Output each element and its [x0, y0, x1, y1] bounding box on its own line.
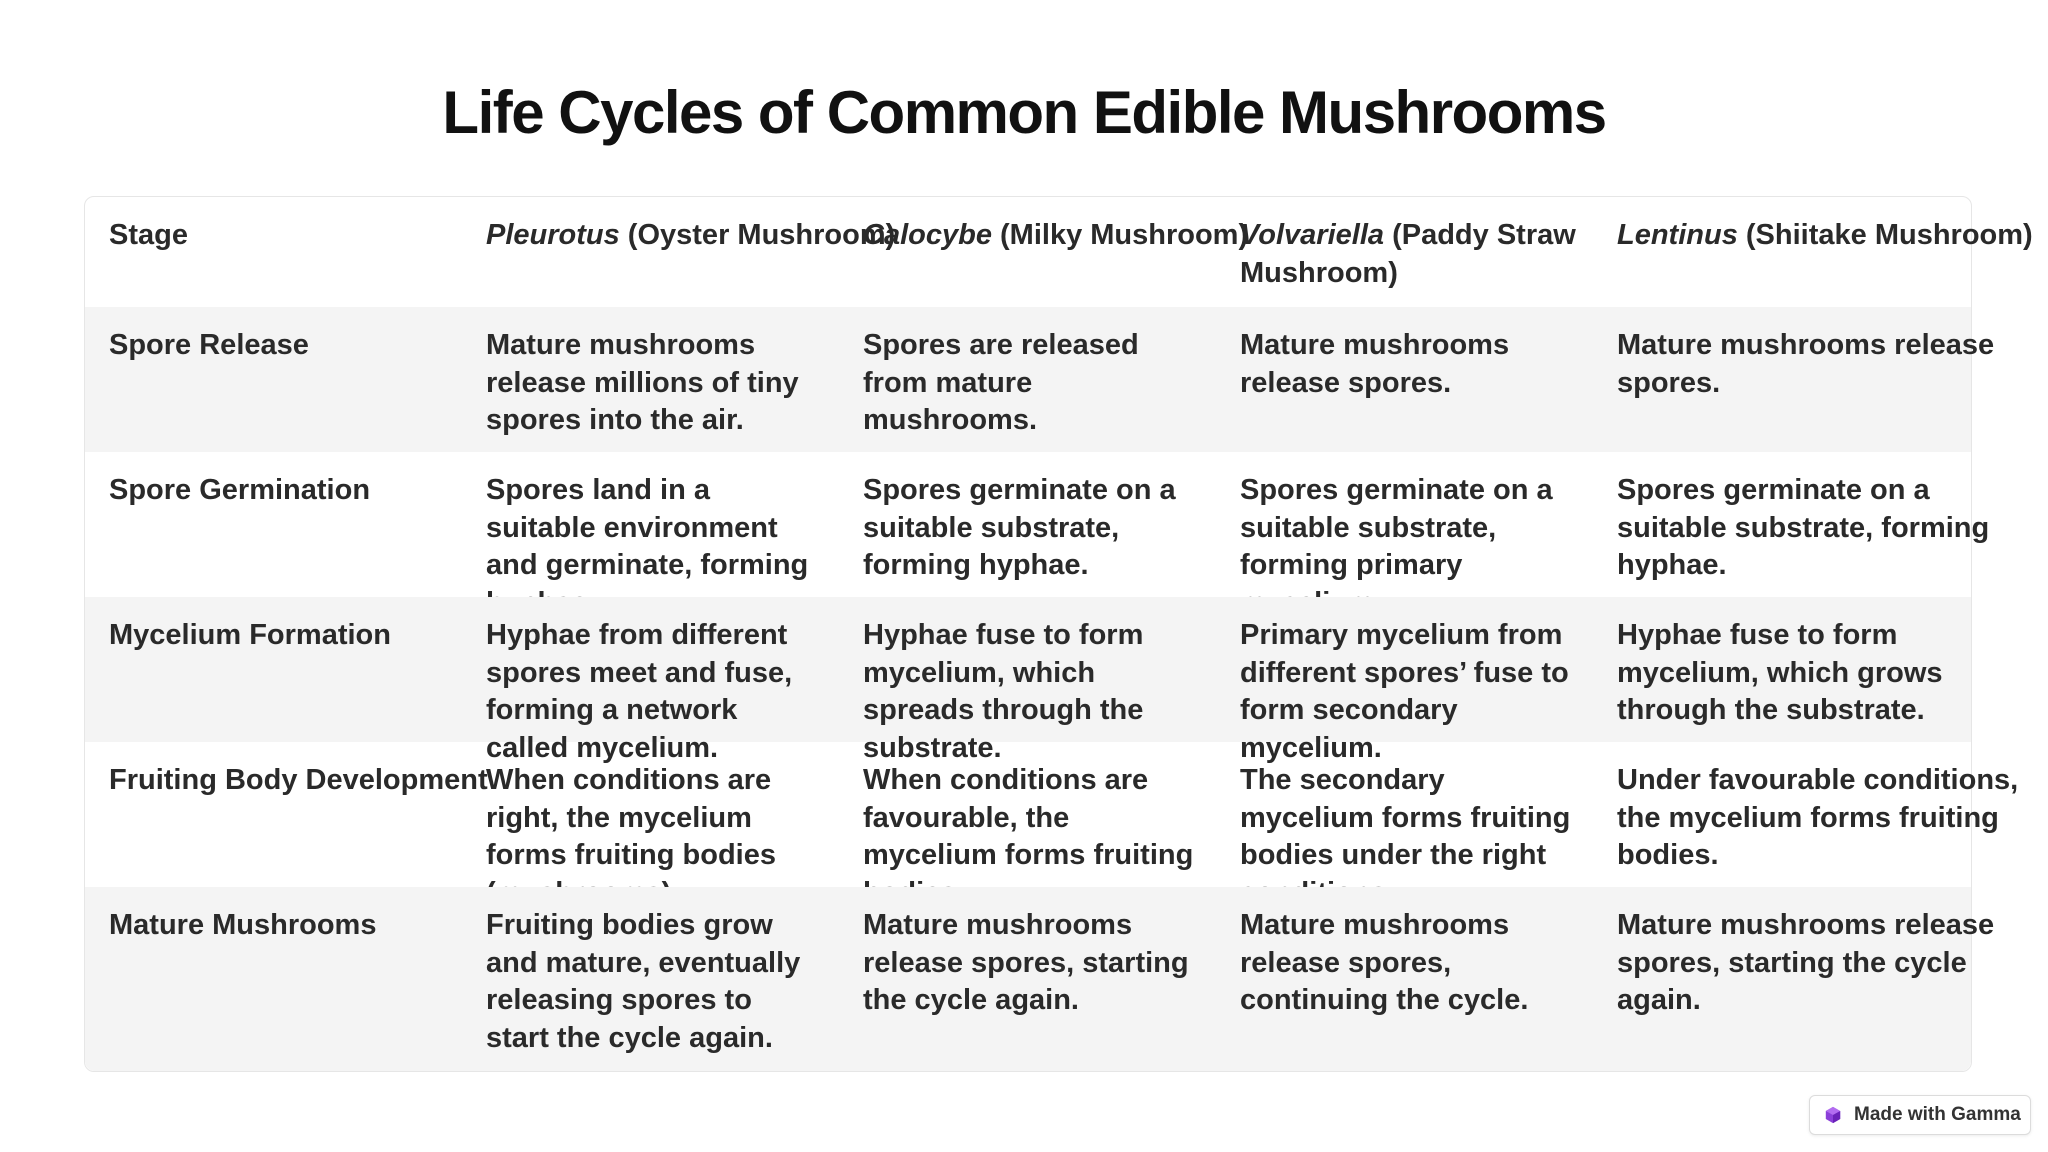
calocybe-cell: Hyphae fuse to form mycelium, which spreads through the substrate. — [863, 619, 1144, 764]
volvariella-cell: Primary mycelium from different spores’ fuse to form secondary mycelium. — [1240, 619, 1569, 764]
pleurotus-cell: Mature mushrooms release millions of tiny spores into the air. — [486, 329, 799, 436]
calocybe-cell: Spores are released from mature mushrooms. — [863, 329, 1139, 436]
header-lentinus-genus: Lentinus — [1617, 219, 1738, 251]
lentinus-cell: Mature mushrooms release spores. — [1617, 329, 1995, 399]
stage-cell: Fruiting Body Development — [109, 764, 488, 796]
mushroom-life-cycle-table — [84, 196, 2033, 1072]
pleurotus-cell: Spores land in a suitable environment and germinate, forming — [486, 474, 809, 581]
header-pleurotus-genus: Pleurotus — [486, 219, 620, 251]
badge-label: Made with Gamma — [1854, 1104, 2021, 1125]
table-row — [85, 597, 1971, 764]
header-calocybe — [863, 217, 1249, 255]
volvariella-cell: Mature mushrooms release spores. — [1240, 329, 1510, 399]
lentinus-cell: Mature mushrooms release spores, starting the cycle again. — [1617, 909, 1995, 1016]
calocybe-cell: Spores germinate on a suitable substrate, forming hyphae. — [863, 474, 1176, 581]
header-volvariella-genus: Volvariella — [1240, 219, 1385, 251]
made-with-gamma-button[interactable] — [1809, 1095, 2031, 1135]
header-lentinus — [1617, 217, 2047, 255]
table-row — [85, 307, 1995, 452]
stage-cell: Mature Mushrooms — [109, 909, 377, 941]
table-header-row — [85, 197, 2033, 307]
volvariella-cell: Mature mushrooms release spores, continuing the cycle. — [1240, 909, 1529, 1016]
header-pleurotus — [486, 217, 896, 255]
pleurotus-cell: Hyphae from different spores meet and fuse, forming a network called mycelium. — [486, 619, 793, 764]
table-row — [85, 742, 2019, 887]
stage-cell: Mycelium Formation — [109, 619, 391, 651]
volvariella-cell: Spores germinate on a suitable substrate, forming primary — [1240, 474, 1553, 581]
pleurotus-cell: When conditions are right, the mycelium forms fruiting bodies — [486, 764, 776, 871]
header-lentinus-common: (Shiitake Mushroom) — [1737, 219, 2033, 251]
calocybe-cell: When conditions are favourable, the mycelium forms fruiting — [863, 764, 1194, 871]
page-title: Life Cycles of Common Edible Mushrooms — [442, 79, 1606, 146]
header-calocybe-common: (Milky Mushroom) — [991, 219, 1249, 251]
table-row — [85, 452, 1990, 597]
header-volvariella — [1240, 217, 1580, 292]
stage-cell: Spore Germination — [109, 474, 371, 506]
volvariella-cell: The secondary mycelium forms fruiting bodies under the right — [1240, 764, 1571, 871]
header-volvariella-common: (Paddy Straw Mushroom) — [1240, 219, 1576, 289]
header-calocybe-genus: Calocybe — [863, 219, 992, 251]
stage-cell: Spore Release — [109, 329, 309, 361]
lentinus-cell: Hyphae fuse to form mycelium, which grows through the substrate. — [1617, 619, 1943, 726]
calocybe-cell: Mature mushrooms release spores, starting the cycle again. — [863, 909, 1189, 1016]
gamma-logo-icon — [1824, 1106, 1842, 1124]
header-pleurotus-common: (Oyster Mushroom) — [619, 219, 896, 251]
header-stage: Stage — [109, 219, 188, 251]
pleurotus-cell: Fruiting bodies grow and mature, eventually releasing spores to start the cycle again. — [486, 909, 801, 1054]
lentinus-cell: Under favourable conditions, the mycelium forms fruiting bodies. — [1617, 764, 2019, 871]
lentinus-cell: Spores germinate on a suitable substrate, forming hyphae. — [1617, 474, 1990, 581]
table-row — [85, 887, 1995, 1071]
